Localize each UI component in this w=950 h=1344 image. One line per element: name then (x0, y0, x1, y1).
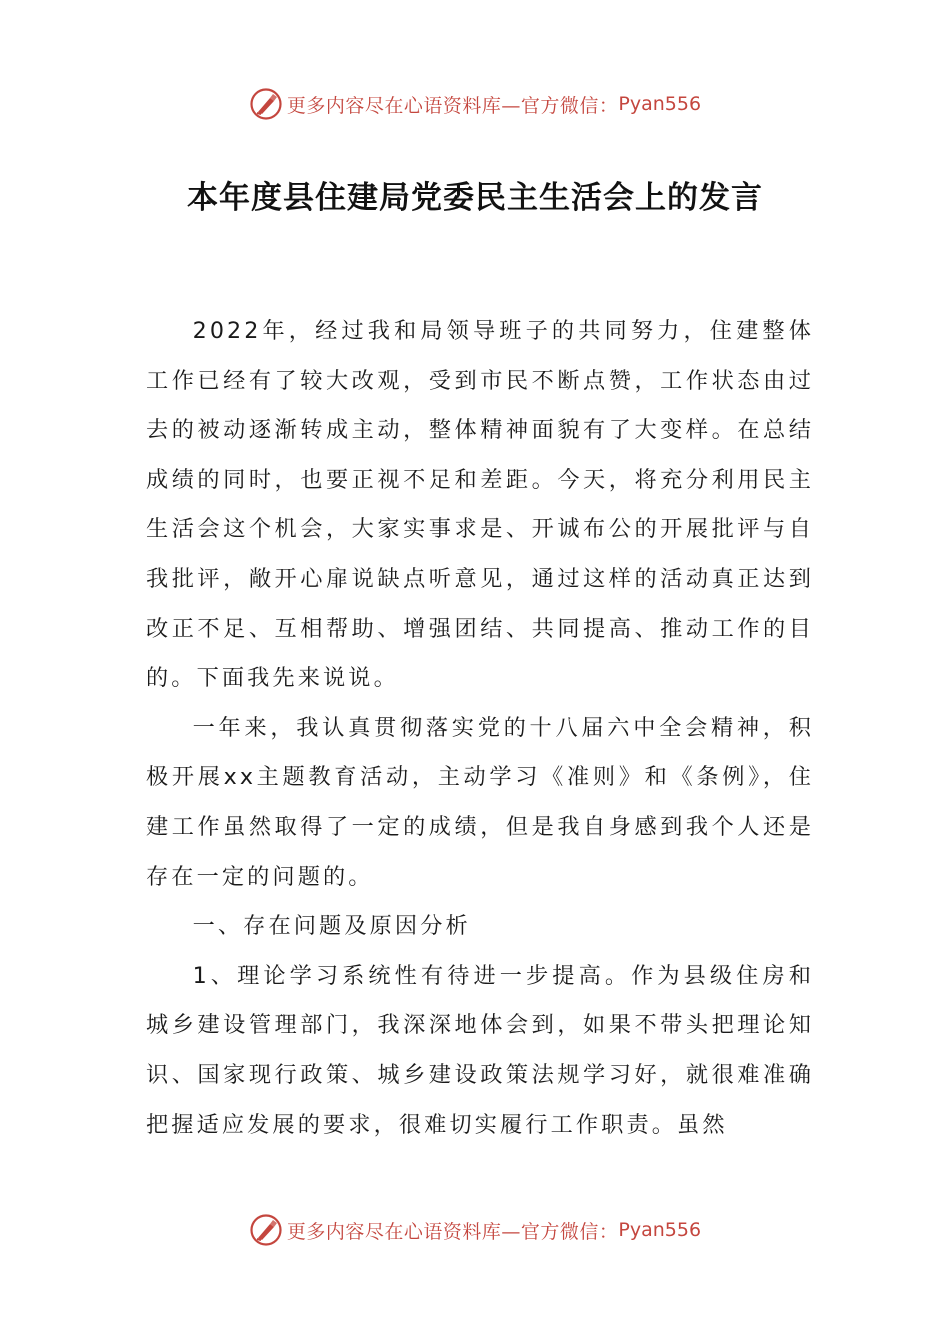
section-heading-problems: 一、存在问题及原因分析 (192, 913, 471, 940)
footer-banner-text: 更多内容尽在心语资料库—官方微信： (286, 1220, 619, 1243)
document-title: 本年度县住建局党委民主生活会上的发言 (187, 180, 763, 216)
header-banner-text: 更多内容尽在心语资料库—官方微信： (286, 94, 619, 117)
paragraph-year-review: 一年来，我认真贯彻落实党的十八届六中全会精神，积极开展xx主题教育活动，主动学习《准则》和《条例》，住建工作虽然取得了一定的成绩，但是我自身感到我个人还是存在一定的问题的。 (146, 714, 814, 890)
paragraph-point-1: 1、理论学习系统性有待进一步提高。作为县级住房和城乡建设管理部门，我深深地体会到，如果不带头把理论知识、国家现行政策、城乡建设政策法规学习好，就很难准确把握适应发展的要求，很难切实履行工作职责。虽然 (146, 962, 814, 1138)
pen-logo-icon (249, 1213, 283, 1247)
document-body (146, 307, 814, 1150)
header-watermark-banner (0, 82, 950, 126)
header-wechat-id: Pyan556 (618, 93, 702, 115)
pen-logo-icon (249, 87, 283, 121)
paragraph-intro: 2022年，经过我和局领导班子的共同努力，住建整体工作已经有了较大改观，受到市民不断点赞，工作状态由过去的被动逐渐转成主动，整体精神面貌有了大变样。在总结成绩的同时，也要正视不足和差距。今天，将充分利用民主生活会这个机会，大家实事求是、开诚布公的开展批评与自我批评，敞开心扉说缺点听意见，通过这样的活动真正达到改正不足、互相帮助、增强团结、共同提高、推动工作的目的。下面我先来说说。 (146, 318, 814, 692)
footer-wechat-id: Pyan556 (618, 1219, 702, 1241)
footer-watermark-banner (0, 1208, 950, 1252)
